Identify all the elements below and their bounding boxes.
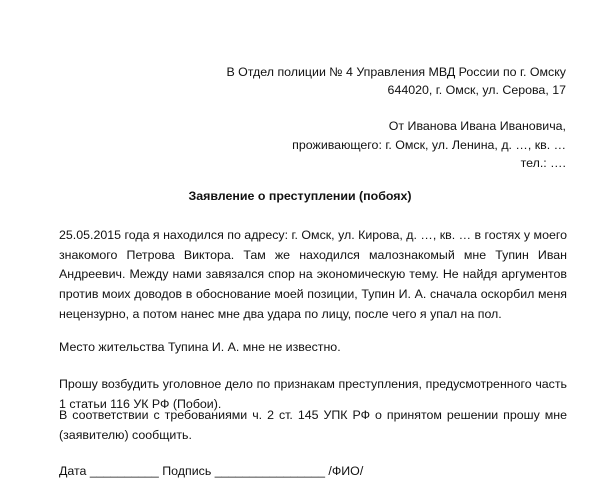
sender-phone: тел.: ….: [520, 156, 566, 170]
recipient-address: 644020, г. Омск, ул. Серова, 17: [387, 83, 566, 97]
signature-line: Дата __________ Подпись ________________ /ФИО/: [59, 464, 364, 478]
sender-residence: проживающего: г. Омск, ул. Ленина, д. …, кв. …: [292, 138, 566, 152]
document-title: Заявление о преступлении (побоях): [188, 189, 412, 203]
request-paragraph: Прошу возбудить уголовное дело по признакам преступления, предусмотренного часть 1 статьи 116 УК РФ (Побои).: [59, 377, 567, 411]
residence-unknown-paragraph: Место жительства Тупина И. А. мне не известно.: [59, 340, 341, 354]
recipient-line: В Отдел полиции № 4 Управления МВД России по г. Омску: [226, 65, 566, 79]
sender-name: От Иванова Ивана Ивановича,: [388, 119, 566, 133]
incident-paragraph: 25.05.2015 года я находился по адресу: г. Омск, ул. Кирова, д. …, кв. … в гостях у моего знакомого Петрова Виктора. Там же находился малознакомый мне Тупин Иван Андреевич. Между нами завязался спор на экономическую тему. Не найдя аргументов против моих доводов в обоснование моей позиции, Тупин И. А. сначала оскорбил меня нецензурно, а потом нанес мне два удара по лицу, после чего я упал на пол.: [59, 228, 567, 321]
notification-paragraph: В соответствии с требованиями ч. 2 ст. 145 УПК РФ о принятом решении прошу мне (заявителю) сообщить.: [59, 408, 567, 442]
